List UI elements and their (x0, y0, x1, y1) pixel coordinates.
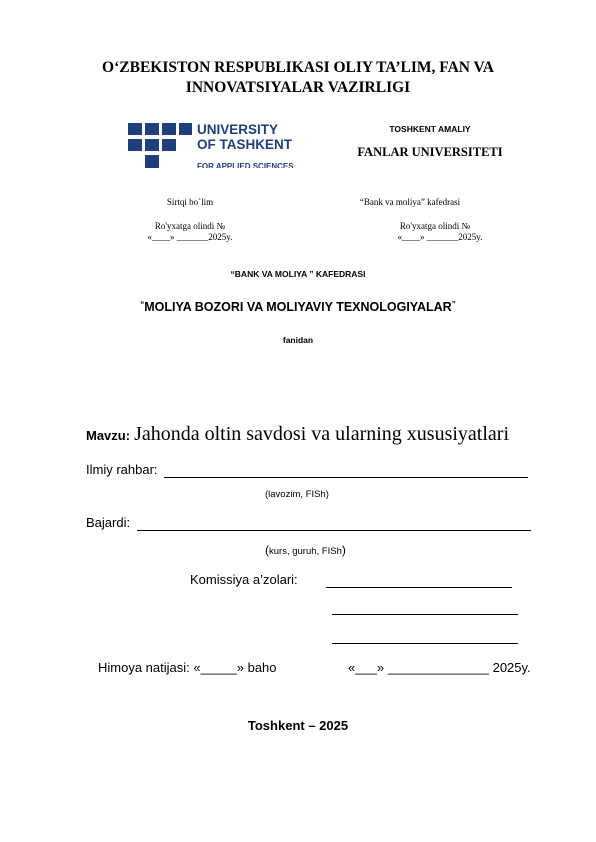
supervisor-label: Ilmiy rahbar: (86, 462, 158, 477)
ministry-title-line1: O‘ZBEKISTON RESPUBLIKASI OLIY TA’LIM, FAN VA (102, 59, 494, 76)
right-registration-date: «____» _______2025y. (397, 232, 483, 242)
commission-line-2 (332, 614, 518, 615)
university-name-line2: FANLAR UNIVERSITETI (357, 145, 503, 159)
right-registration-label: Ro'yxatga olindi № (399, 221, 471, 231)
topic-row (86, 423, 509, 446)
topic-label: Mavzu: (86, 428, 131, 443)
left-dept-label: Sirtqi bo`lim (166, 197, 214, 207)
logo-grid-icon (128, 121, 192, 169)
author-hint-close: ) (341, 543, 346, 557)
commission-label: Komissiya a’zolari: (190, 572, 298, 587)
defense-date: «___» ______________ 2025y. (348, 660, 531, 675)
ministry-title-line2: INNOVATSIYALAR VAZIRLIGI (185, 79, 411, 96)
ministry-title (0, 58, 596, 98)
footer-city-year: Toshkent – 2025 (247, 718, 349, 733)
topic-text: Jahonda oltin savdosi va ularning xususiyatlari (134, 423, 510, 445)
logo-text-line3: FOR APPLIED SCIENCES (197, 162, 294, 168)
supervisor-underline (164, 477, 528, 478)
right-dept-label: “Bank va moliya” kafedrasi (359, 197, 461, 207)
logo-text-line2: OF TASHKENT (197, 137, 292, 152)
subject-open-quote: “ (140, 300, 145, 309)
subject-title (0, 300, 596, 314)
logo-text-line1: UNIVERSITY (197, 122, 279, 137)
left-registration-date: «____» _______2025y. (147, 232, 233, 242)
author-underline (137, 530, 531, 531)
author-hint-text: kurs, guruh, FISh (269, 546, 342, 557)
left-registration-label: Ro'yxatga olindi № (154, 221, 226, 231)
university-name-line1: TOSHKENT AMALIY (389, 124, 471, 134)
supervisor-hint: (lavozim, FISh) (265, 489, 329, 500)
commission-line-3 (332, 643, 518, 644)
university-logo (128, 121, 294, 169)
fanidan-label: fanidan (282, 335, 314, 345)
author-hint (265, 543, 346, 557)
commission-line-1 (326, 587, 512, 588)
author-label: Bajardi: (86, 515, 131, 530)
kafedra-title: “BANK VA MOLIYA ” KAFEDRASI (230, 269, 366, 279)
subject-name: MOLIYA BOZORI VA MOLIYAVIY TEXNOLOGIYALAR (144, 300, 452, 314)
subject-close-quote: ” (451, 300, 456, 309)
author-hint-open: ( (265, 543, 269, 557)
defense-result: Himoya natijasi: «_____» baho (98, 660, 277, 675)
